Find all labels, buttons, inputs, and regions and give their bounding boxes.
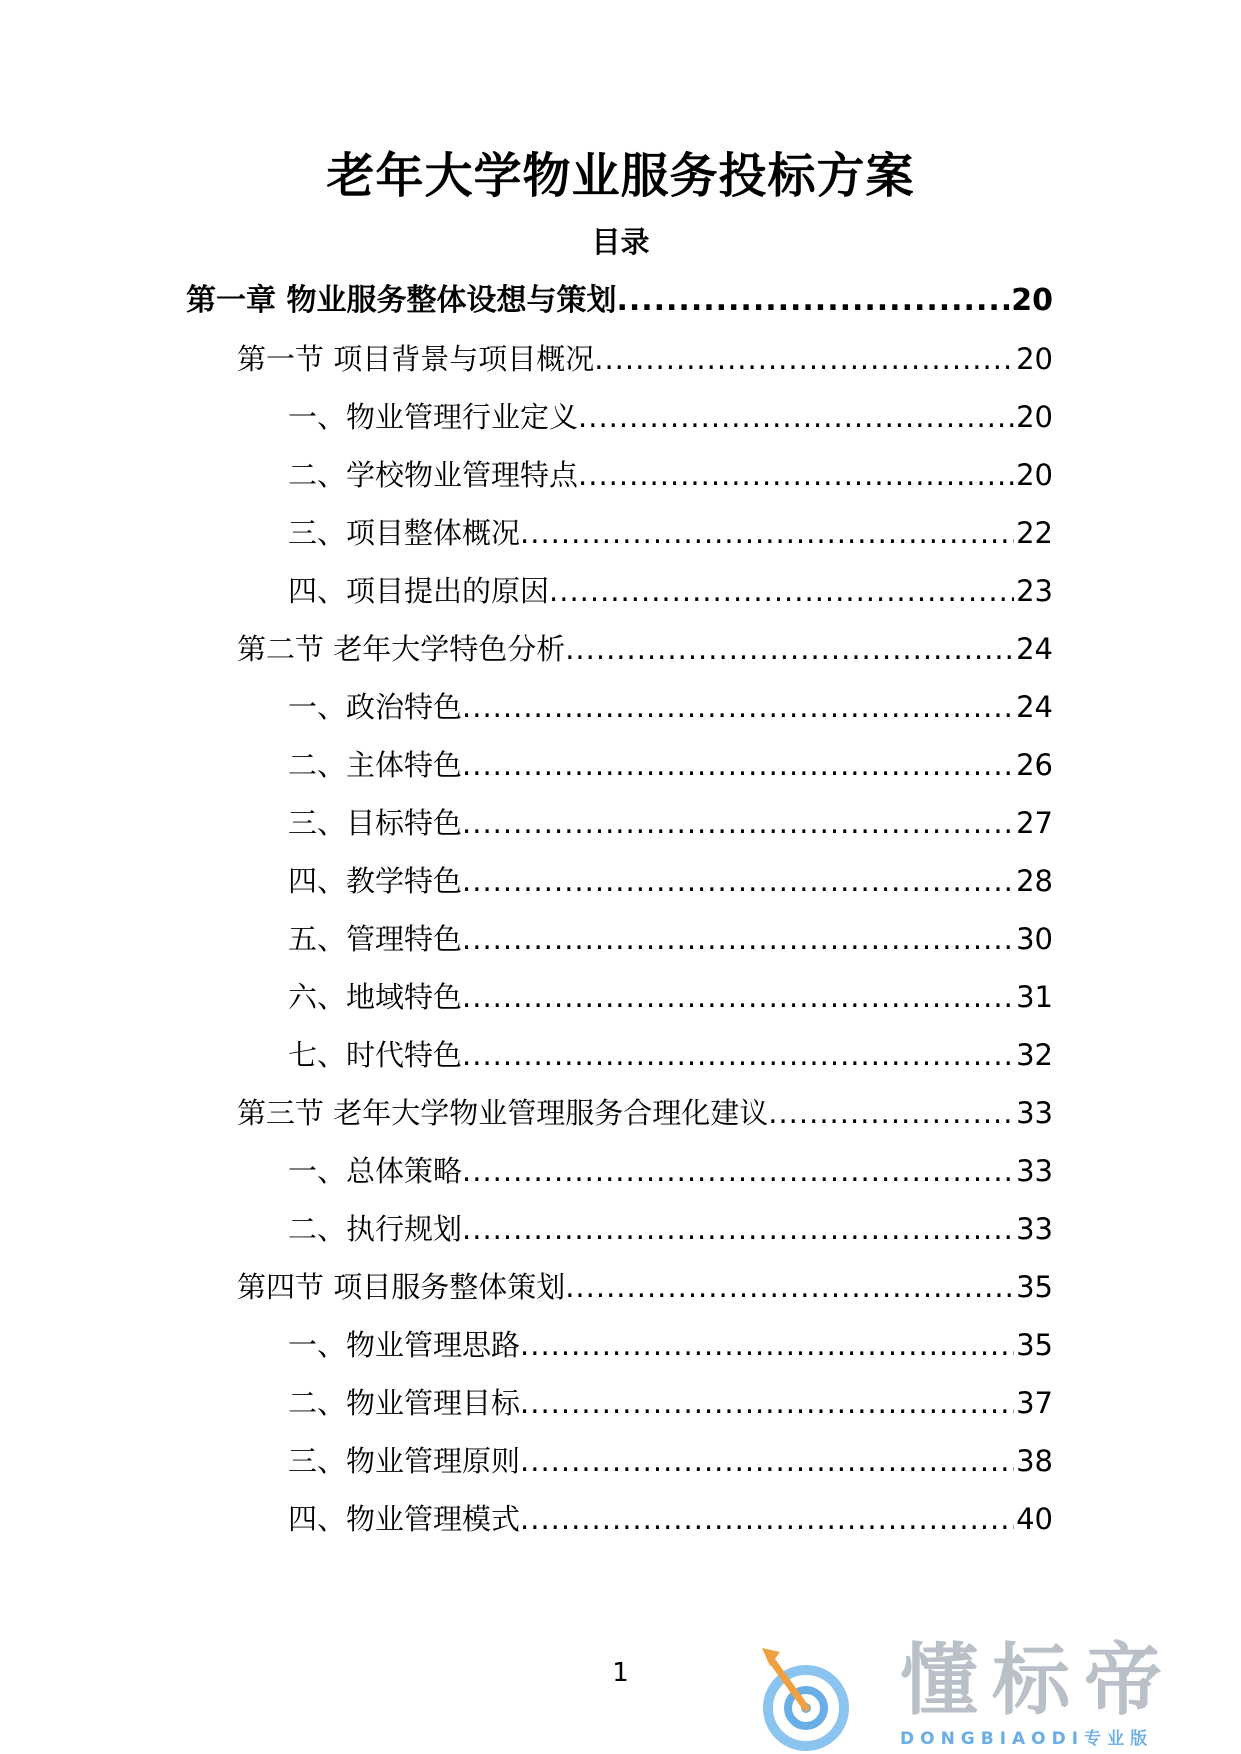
toc-entry-item[interactable]: [288, 394, 1053, 440]
toc-leader: [520, 1496, 1014, 1542]
toc-entry-item[interactable]: [288, 1496, 1053, 1542]
toc-page-number: 33: [1016, 1096, 1053, 1130]
toc-leader: [462, 858, 1014, 904]
toc-entry-item[interactable]: [288, 684, 1053, 730]
toc-leader: [520, 1380, 1014, 1426]
toc-page-number: 24: [1016, 632, 1053, 666]
toc-leader: [462, 1206, 1014, 1252]
toc-entry-item[interactable]: [288, 1380, 1053, 1426]
toc-leader: [462, 1032, 1014, 1078]
toc-leader: [594, 336, 1014, 382]
toc-page-number: 35: [1016, 1270, 1053, 1304]
toc-page-number: 33: [1016, 1154, 1053, 1188]
toc-page-number: 30: [1016, 922, 1053, 956]
toc-entry-label: 七、时代特色: [288, 1038, 463, 1072]
toc-leader: [549, 568, 1014, 614]
toc-page-number: 24: [1016, 690, 1053, 724]
watermark-logo: [748, 1636, 1218, 1754]
toc-page-number: 28: [1016, 864, 1053, 898]
toc-entry-item[interactable]: [288, 1148, 1053, 1194]
toc-entry-item[interactable]: [288, 858, 1053, 904]
toc-page-number: 20: [1016, 400, 1053, 434]
toc-entry-label: 第四节 项目服务整体策划: [237, 1270, 566, 1304]
toc-entry-item[interactable]: [288, 916, 1053, 962]
toc-leader: [565, 626, 1014, 672]
toc-entry-section[interactable]: [237, 1264, 1053, 1310]
toc-entry-label: 六、地域特色: [288, 980, 463, 1014]
toc-leader: [578, 394, 1014, 440]
toc-page-number: 23: [1016, 574, 1053, 608]
toc-entry-label: 第一节 项目背景与项目概况: [237, 342, 595, 376]
toc-page-number: 20: [1016, 342, 1053, 376]
toc-heading: 目录: [591, 225, 650, 259]
toc-entry-label: 三、物业管理原则: [288, 1444, 521, 1478]
toc-page-number: 37: [1016, 1386, 1053, 1420]
toc-page-number: 35: [1016, 1328, 1053, 1362]
toc-page-number: 38: [1016, 1444, 1053, 1478]
toc-entry-chapter[interactable]: [186, 278, 1053, 324]
toc-leader: [462, 916, 1014, 962]
toc-entry-section[interactable]: [237, 336, 1053, 382]
toc-leader: [462, 684, 1014, 730]
toc-entry-item[interactable]: [288, 1032, 1053, 1078]
toc-entry-label: 一、物业管理思路: [288, 1328, 521, 1362]
toc-entry-item[interactable]: [288, 452, 1053, 498]
toc-entry-label: 四、教学特色: [288, 864, 463, 898]
target-arrow-icon: [748, 1636, 878, 1754]
toc-page-number: 26: [1016, 748, 1053, 782]
toc-entry-label: 二、学校物业管理特点: [288, 458, 579, 492]
toc-page-number: 40: [1016, 1502, 1053, 1536]
toc-entry-label: 四、项目提出的原因: [288, 574, 550, 608]
toc-entry-label: 二、主体特色: [288, 748, 463, 782]
toc-page-number: 31: [1016, 980, 1053, 1014]
toc-page-number: 32: [1016, 1038, 1053, 1072]
toc-entry-section[interactable]: [237, 1090, 1053, 1136]
toc-entry-section[interactable]: [237, 626, 1053, 672]
toc-leader: [768, 1090, 1014, 1136]
page-number: 1: [612, 1658, 629, 1688]
toc-entry-item[interactable]: [288, 1206, 1053, 1252]
toc-entry-item[interactable]: [288, 568, 1053, 614]
toc-entry-label: 五、管理特色: [288, 922, 463, 956]
toc-page-number: 22: [1016, 516, 1053, 550]
watermark-subtitle: DONGBIAODI专业版: [900, 1729, 1154, 1749]
toc-entry-label: 三、项目整体概况: [288, 516, 521, 550]
toc-leader: [462, 800, 1014, 846]
toc-entry-item[interactable]: [288, 1322, 1053, 1368]
toc-entry-item[interactable]: [288, 800, 1053, 846]
toc-entry-item[interactable]: [288, 974, 1053, 1020]
toc-leader: [616, 278, 1009, 324]
toc-leader: [462, 742, 1014, 788]
toc-entry-label: 一、总体策略: [288, 1154, 463, 1188]
toc-entry-item[interactable]: [288, 510, 1053, 556]
toc-entry-label: 二、执行规划: [288, 1212, 463, 1246]
toc-page-number: 27: [1016, 806, 1053, 840]
toc-leader: [520, 510, 1014, 556]
toc-entry-label: 三、目标特色: [288, 806, 463, 840]
toc-entry-label: 一、政治特色: [288, 690, 463, 724]
toc-entry-item[interactable]: [288, 742, 1053, 788]
toc-leader: [462, 1148, 1014, 1194]
toc-page-number: 20: [1016, 458, 1053, 492]
toc-page-number: 33: [1016, 1212, 1053, 1246]
watermark-text: 懂标帝: [900, 1636, 1177, 1726]
toc-page-number: 20: [1011, 283, 1053, 318]
toc-entry-label: 第二节 老年大学特色分析: [237, 632, 566, 666]
toc-leader: [565, 1264, 1014, 1310]
toc-leader: [462, 974, 1014, 1020]
toc-entry-label: 一、物业管理行业定义: [288, 400, 579, 434]
toc-entry-label: 四、物业管理模式: [288, 1502, 521, 1536]
toc-leader: [520, 1438, 1014, 1484]
toc-entry-label: 第一章 物业服务整体设想与策划: [186, 283, 617, 318]
toc-leader: [520, 1322, 1014, 1368]
document-title: 老年大学物业服务投标方案: [326, 148, 915, 204]
toc-entry-label: 二、物业管理目标: [288, 1386, 521, 1420]
toc-entry-item[interactable]: [288, 1438, 1053, 1484]
toc-leader: [578, 452, 1014, 498]
toc-entry-label: 第三节 老年大学物业管理服务合理化建议: [237, 1096, 769, 1130]
